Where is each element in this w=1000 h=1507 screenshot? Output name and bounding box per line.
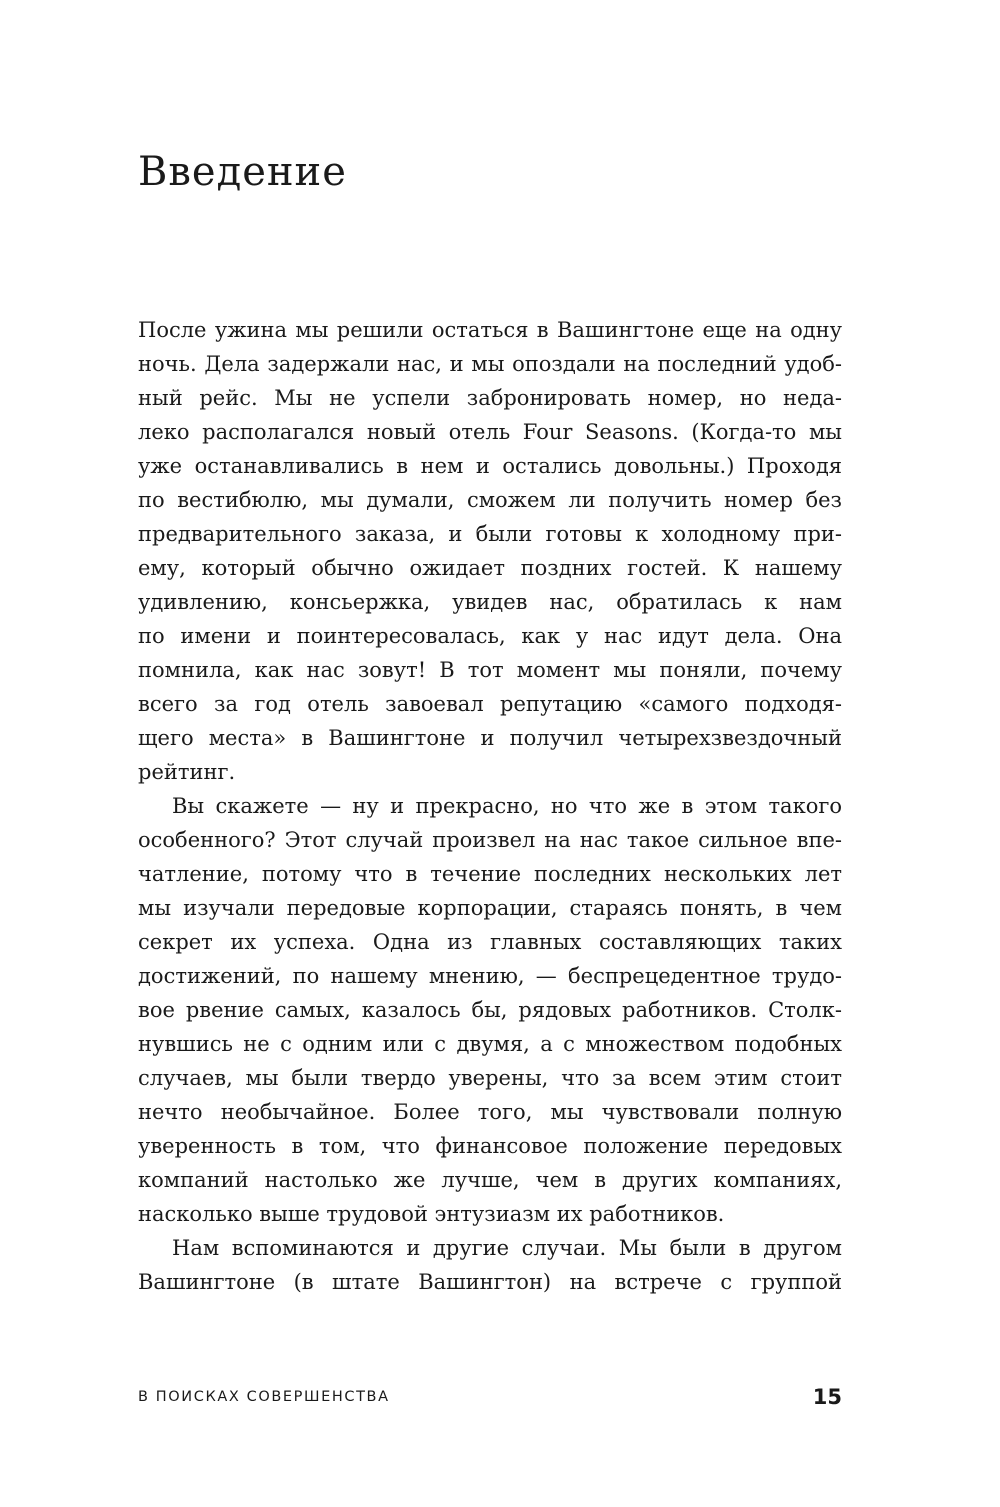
text-line: ночь. Дела задержали нас, и мы опоздали на последний удоб- <box>138 352 842 376</box>
page-footer <box>138 1382 842 1412</box>
text-line: ный рейс. Мы не успели забронировать номер, но неда- <box>138 386 842 410</box>
text-line: уже останавливались в нем и остались довольны.) Проходя <box>138 454 842 478</box>
text-line: чатление, потому что в течение последних нескольких лет <box>138 862 842 886</box>
paragraph-1 <box>138 313 842 789</box>
text-line: удивлению, консьержка, увидев нас, обратилась к нам <box>138 590 842 614</box>
text-line: После ужина мы решили остаться в Вашингтоне еще на одну <box>138 318 842 342</box>
text-line: особенного? Этот случай произвел на нас такое сильное впе- <box>138 828 842 852</box>
text-line: Вы скажете — ну и прекрасно, но что же в этом такого <box>172 794 842 818</box>
paragraph-3 <box>138 1231 842 1299</box>
text-line: ему, который обычно ожидает поздних гостей. К нашему <box>138 556 842 580</box>
running-head: В ПОИСКАХ СОВЕРШЕНСТВА <box>138 1389 390 1405</box>
text-line: уверенность в том, что финансовое положение передовых <box>138 1134 842 1158</box>
text-line: по имени и поинтересовалась, как у нас идут дела. Она <box>138 624 842 648</box>
text-line: нечто необычайное. Более того, мы чувствовали полную <box>138 1100 842 1124</box>
text-line: Вашингтоне (в штате Вашингтон) на встрече с группой <box>138 1270 842 1294</box>
text-line: нувшись не с одним или с двумя, а с множеством подобных <box>138 1032 842 1056</box>
text-line: случаев, мы были твердо уверены, что за всем этим стоит <box>138 1066 842 1090</box>
text-line: всего за год отель завоевал репутацию «самого подходя- <box>138 692 842 716</box>
page-number: 15 <box>812 1385 842 1409</box>
text-line: предварительного заказа, и были готовы к холодному при- <box>138 522 842 546</box>
text-line: щего места» в Вашингтоне и получил четырехзвездочный <box>138 726 842 750</box>
paragraph-2 <box>138 789 842 1231</box>
text-line: компаний настолько же лучше, чем в других компаниях, <box>138 1168 842 1192</box>
chapter-title: Введение <box>138 149 347 195</box>
text-line: рейтинг. <box>138 760 236 784</box>
text-line: помнила, как нас зовут! В тот момент мы поняли, почему <box>138 658 842 682</box>
text-line: секрет их успеха. Одна из главных составляющих таких <box>138 930 842 954</box>
text-line: достижений, по нашему мнению, — беспрецедентное трудо- <box>138 964 842 988</box>
text-line: Нам вспоминаются и другие случаи. Мы были в другом <box>172 1236 842 1260</box>
text-line: насколько выше трудовой энтузиазм их работников. <box>138 1202 725 1226</box>
text-line: леко располагался новый отель Four Seasons. (Когда-то мы <box>138 420 842 444</box>
body-text <box>138 313 842 1299</box>
text-line: вое рвение самых, казалось бы, рядовых работников. Столк- <box>138 998 842 1022</box>
text-line: по вестибюлю, мы думали, сможем ли получить номер без <box>138 488 842 512</box>
text-line: мы изучали передовые корпорации, стараясь понять, в чем <box>138 896 842 920</box>
